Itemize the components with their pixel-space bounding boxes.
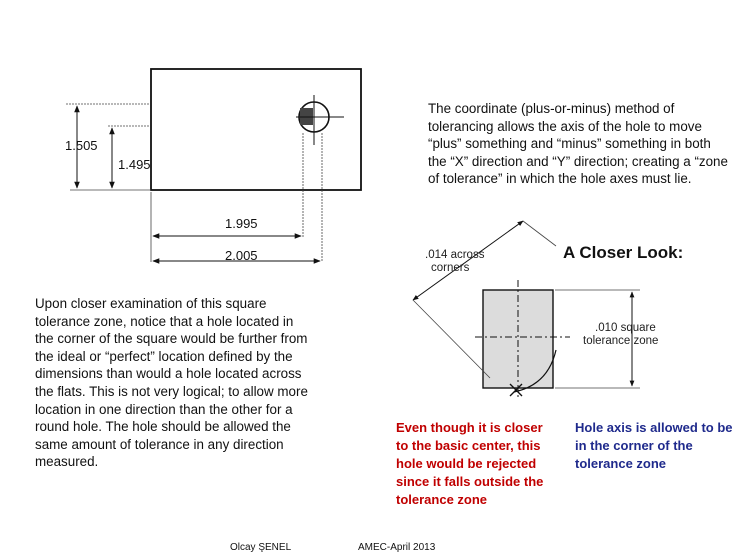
diagonal-label-line1: .014 across — [425, 249, 485, 261]
dim-label-1495: 1.495 — [118, 157, 151, 172]
rejected-hole-note: Even though it is closer to the basic center, this hole would be rejected since it falls outside the tolerance zone — [396, 420, 544, 507]
zone-label-line1: .010 square — [595, 322, 656, 334]
dim-label-1505: 1.505 — [65, 138, 98, 153]
zone-label — [583, 322, 659, 348]
dim-label-2005: 2.005 — [225, 248, 258, 263]
left-paragraph: Upon closer examination of this square tolerance zone, notice that a hole located in the corner of the square would be further from the ideal or “perfect” location defined by the dimensions than would a hole located across the flats. This is not very logical; to allow more location in one direction than the other for a round hole. The hole should be allowed the same amount of tolerance in any direction measured. — [35, 296, 308, 470]
diagonal-label-line2: corners — [431, 262, 470, 274]
intro-paragraph: The coordinate (plus-or-minus) method of tolerancing allows the axis of the hole to move “plus” something and “minus” something in both the “X” direction and “Y” direction; creating a “zone of tolerance” in which the hole axes must lie. — [428, 101, 728, 187]
zone-label-line2: tolerance zone — [583, 335, 659, 347]
footer-author: Olcay ŞENEL — [230, 542, 292, 553]
closer-look-title: A Closer Look: — [563, 243, 684, 262]
footer-event: AMEC-April 2013 — [358, 542, 436, 553]
allowed-hole-note: Hole axis is allowed to be in the corner of the tolerance zone — [575, 420, 733, 471]
diagonal-label — [425, 249, 484, 275]
dim-label-1995: 1.995 — [225, 216, 258, 231]
